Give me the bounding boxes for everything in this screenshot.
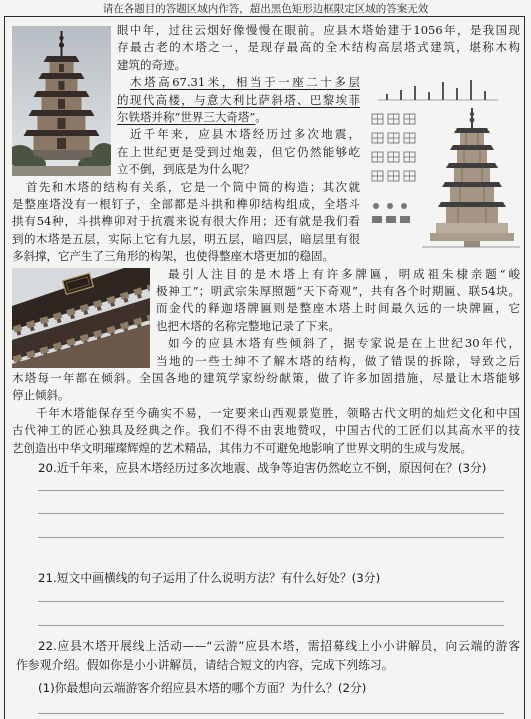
detail-dot (401, 203, 407, 209)
passage-line: 极神工”；明武宗朱厚照题“天下奇观”，共有各个时期匾、联54块。 (156, 284, 520, 298)
passage-line: 拱有54种，斗拱榫卯对于抗震来说有很大作用；还有就是我们看 (12, 214, 360, 229)
comparison-bar (456, 88, 458, 100)
passage-line: 建筑的奇迹。 (117, 57, 186, 72)
passage-line: 眼中年，过往云烟好像慢慢在眼前。应县木塔始建于1056年，是我国现 (117, 23, 520, 37)
eaves-plaque-photo (12, 268, 150, 368)
bracket-diagram-cross (404, 114, 415, 124)
bracket-diagram-cross (388, 133, 399, 143)
eave (438, 202, 506, 207)
detail-dot (373, 203, 379, 209)
window (57, 138, 66, 149)
answer-line[interactable] (38, 537, 504, 538)
answer-line[interactable] (38, 513, 504, 514)
comparison-bar (442, 82, 444, 100)
bracket-diagram-cross (372, 171, 383, 181)
passage-line: 木塔每一年都在倾斜。全国各地的建筑学家纷纷献策，做了许多加固措施，尽量让木塔能够 (12, 371, 520, 385)
answer-line[interactable] (38, 625, 504, 626)
comparison-bar (386, 94, 388, 100)
passage-line: 首先和木塔的结构有关系，它是一个筒中筒的构造；其次就 (26, 179, 360, 194)
window (59, 81, 65, 90)
eave (442, 182, 502, 187)
ground (12, 166, 111, 176)
bracket-diagram-cross (404, 133, 415, 143)
passage-line: 也把木塔的名称完整地记录了下来。 (156, 318, 340, 333)
tier-body (454, 168, 490, 182)
answer-line[interactable] (38, 490, 504, 491)
detail-dot (387, 203, 393, 209)
passage-line: 多斜撑，它产生了三角形的构架，也使得整座木塔更加的稳固。 (12, 249, 334, 264)
detail-block (372, 216, 382, 223)
passage-line: 停止倾斜。 (12, 388, 70, 403)
passage-line: 近千年来，应县木塔经历过多次地震， (130, 127, 360, 142)
passage-line (117, 109, 360, 126)
passage-line: 当地的一些士绅不了解木塔的结构，做了错误的拆除，导致之后 (156, 353, 520, 368)
pagoda-structure-illustration-image (366, 74, 522, 258)
question-22: 22.应县木塔开展线上活动——“云游”应县木塔，需招募线上小小讲解员，向云端的游客 (38, 639, 520, 653)
question-21: 21.短文中画横线的句子运用了什么说明方法？有什么好处？(3分) (38, 571, 381, 585)
bracket-diagram-cross (372, 133, 383, 143)
pagoda-photo-image (12, 26, 111, 176)
pagoda-photo (12, 26, 111, 176)
eave (454, 128, 490, 133)
eave (39, 73, 85, 79)
height-comparison-bars (386, 80, 486, 100)
underlined-sentence-line: 木塔高67.31米，相当于一座二十多层 (130, 75, 360, 90)
pagoda-structure-illustration (366, 74, 522, 258)
pagoda-steps (464, 241, 480, 247)
eave (44, 56, 80, 62)
pagoda-base (436, 223, 508, 233)
window (58, 99, 65, 109)
window (58, 118, 66, 129)
pagoda-elevation-drawing (422, 108, 520, 247)
question-22-part-1: (1)你最想向云端游客介绍应县木塔的哪个方面？为什么？(2分) (38, 681, 367, 695)
spire-ring (470, 118, 475, 123)
tier-body (450, 187, 494, 202)
passage-line: 古代神工的匠心独具及经典之作。我们不得不由衷地赞叹，中国古代的工匠们以其高水平的技 (12, 423, 520, 438)
pagoda-platform (430, 233, 514, 241)
eaves-plaque-photo-image (12, 268, 150, 368)
detail-block (386, 216, 396, 223)
window (59, 64, 64, 72)
underlined-sentence-end: 尔铁塔并称“世界三大奇塔” (117, 110, 256, 124)
bracket-diagram-cross (404, 152, 415, 162)
eave (34, 91, 90, 97)
bracket-diagram-cross (388, 171, 399, 181)
structure-details (372, 203, 410, 223)
passage-line: 立不倒，到底是为什么呢？ (117, 162, 255, 177)
sentence-period: 。 (255, 110, 267, 124)
spire-ring (470, 112, 474, 116)
tier-body (446, 207, 498, 223)
eave (446, 163, 498, 168)
comparison-bar (428, 92, 430, 100)
eave (450, 145, 494, 150)
passage-line: 艺创造出中华文明璀璨辉煌的艺术精品，其伟力不可避免地影响了世界文明的生成与发展。 (12, 440, 472, 455)
comparison-bar (484, 91, 486, 100)
eave (24, 130, 100, 136)
passage-line: 千年木塔能保存至今确实不易，一定要来山西观景览胜，领略古代文明的灿烂文化和中国 (36, 405, 520, 420)
bracket-diagram-cross (388, 114, 399, 124)
comparison-bar (470, 80, 472, 100)
spire-ring (59, 42, 64, 47)
spire-ring (59, 36, 63, 40)
tier-body (457, 150, 487, 163)
passage-line: 而金代的释迦塔牌匾则是整座木塔上时间最久远的一块牌匾，它 (156, 301, 520, 316)
comparison-bar (414, 86, 416, 100)
passage-line: 存最古老的木塔之一，是现存最高的全木结构高层塔式建筑，堪称木构 (117, 40, 520, 55)
question-20: 20.近千年来，应县木塔经历过多次地震、战争等迫害仍然屹立不倒，原因何在？(3分) (38, 461, 487, 475)
bracket-diagram-cross (372, 114, 383, 124)
passage-line: 是整座塔没有一根钉子，全部都是斗拱和榫卯结构组成，全塔斗 (12, 197, 360, 211)
answer-line[interactable] (38, 601, 504, 602)
question-22-continued: 作参观介绍。假如你是小小讲解员，请结合短文的内容，完成下列练习。 (16, 658, 394, 672)
underlined-sentence-line: 的现代高楼，与意大利比萨斜塔、巴黎埃菲 (117, 92, 360, 107)
eave (29, 110, 95, 116)
bracket-diagrams (372, 114, 415, 181)
passage-line: 最引人注目的是木塔上有许多牌匾，明成祖朱棣亲题“峻 (168, 266, 520, 281)
bracket-diagram-cross (388, 152, 399, 162)
bracket-diagram-cross (372, 152, 383, 162)
detail-block (400, 216, 410, 223)
answer-area-notice: 请在各题目的答题区域内作答，超出黑色矩形边框限定区域的答案无效 (102, 3, 429, 15)
comparison-bar (400, 90, 402, 100)
bracket-diagram-cross (404, 171, 415, 181)
passage-line: 如今的应县木塔有些倾斜了，据专家说是在上世纪30年代， (168, 336, 520, 351)
passage-line: 在上世纪更是受到过炮轰，但它仍然能够屹 (117, 144, 360, 159)
tier-body (460, 133, 484, 145)
answer-line[interactable] (38, 713, 504, 714)
passage-line: 到的木塔是五层，实际上它有九层，明五层，暗四层，暗层里有很 (12, 231, 360, 246)
